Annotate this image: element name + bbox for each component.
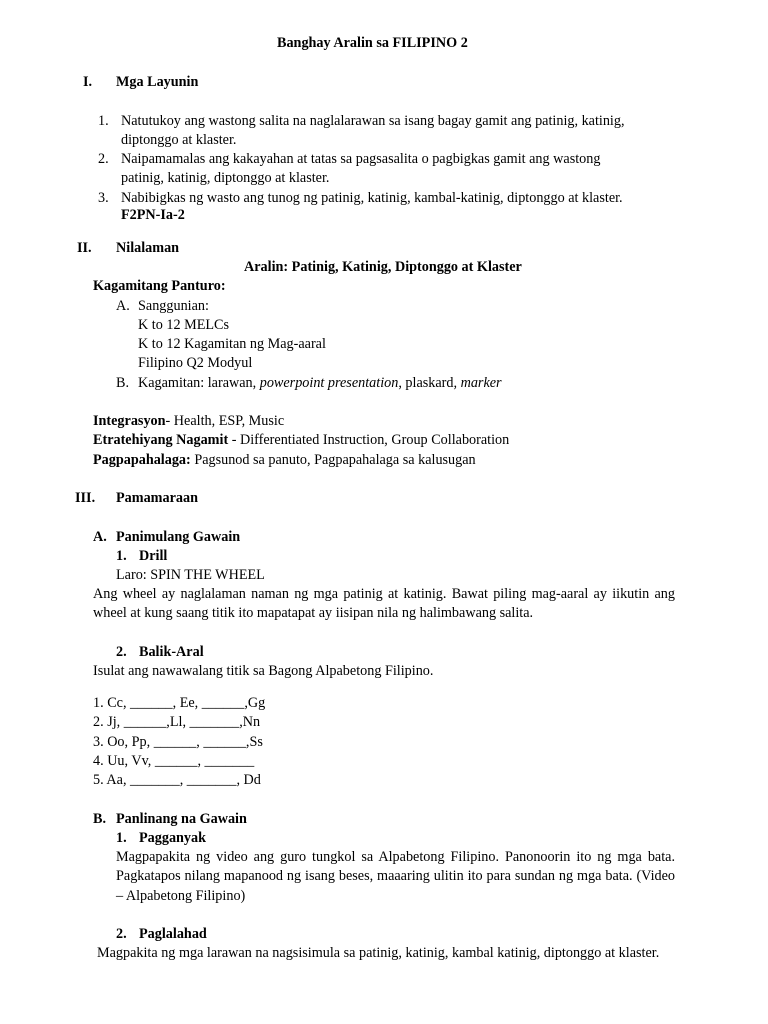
- item-a-letter: A.: [116, 298, 130, 314]
- source-item: K to 12 Kagamitan ng Mag-aaral: [138, 336, 326, 352]
- exercise-item: 1. Cc, ______, Ee, ______,Gg: [93, 695, 266, 711]
- page-title: Banghay Aralin sa FILIPINO 2: [277, 35, 468, 51]
- objective-2-line1: Naipamamalas ang kakayahan at tatas sa pagsasalita o pagbigkas gamit ang wastong: [121, 151, 601, 167]
- source-item: K to 12 MELCs: [138, 317, 230, 333]
- section-1-heading: Mga Layunin: [116, 74, 199, 90]
- sanggunian-label: Sanggunian:: [138, 298, 209, 314]
- exercise-item: 3. Oo, Pp, ______, ______,Ss: [93, 734, 263, 750]
- section-2-heading: Nilalaman: [116, 240, 180, 256]
- pagpapahalaga-value: Pagsunod sa panuto, Pagpapahalaga sa kalusugan: [190, 452, 476, 468]
- part-a-heading: Panimulang Gawain: [116, 529, 241, 545]
- integrasyon-line: [93, 412, 284, 431]
- kagamitang-panturo-label: Kagamitang Panturo:: [93, 278, 226, 294]
- pagpapahalaga-line: [93, 451, 476, 470]
- kagamitan-line: [138, 374, 502, 393]
- objective-1-line1: Natutukoy ang wastong salita na naglalarawan sa isang bagay gamit ang patinig, katinig,: [121, 113, 625, 129]
- competency-code: F2PN-Ia-2: [121, 207, 185, 223]
- kagamitan-italic-1: powerpoint presentation: [259, 375, 399, 391]
- part-a-letter: A.: [93, 529, 107, 545]
- objective-3-line1: Nabibigkas ng wasto ang tunog ng patinig, katinig, kambal-katinig, diptonggo at klaster.: [121, 190, 623, 206]
- part-b-letter: B.: [93, 811, 107, 827]
- objective-3-number: 3.: [98, 190, 109, 206]
- pagpapahalaga-label: Pagpapahalaga:: [93, 452, 191, 468]
- balik-aral-instruction: Isulat ang nawawalang titik sa Bagong Alpabetong Filipino.: [93, 663, 434, 679]
- balik-aral-heading: Balik-Aral: [139, 644, 204, 660]
- drill-heading: Drill: [139, 548, 168, 564]
- paglalahad-number: 2.: [116, 926, 127, 942]
- balik-aral-number: 2.: [116, 644, 127, 660]
- pagganyak-number: 1.: [116, 830, 127, 846]
- source-item: Filipino Q2 Modyul: [138, 355, 253, 371]
- kagamitan-italic-2: , marker: [453, 375, 502, 391]
- exercise-item: 4. Uu, Vv, ______, _______: [93, 753, 255, 769]
- section-2-numeral: II.: [77, 240, 92, 256]
- kagamitan-prefix: Kagamitan: larawan,: [138, 375, 260, 391]
- objective-2-line2: patinig, katinig, diptonggo at klaster.: [121, 170, 330, 186]
- estratehiya-value: - Differentiated Instruction, Group Collaboration: [228, 432, 510, 448]
- integrasyon-label: Integrasyon: [93, 413, 166, 429]
- aralin-title: Aralin: Patinig, Katinig, Diptonggo at Klaster: [244, 259, 522, 275]
- drill-number: 1.: [116, 548, 127, 564]
- section-3-numeral: III.: [75, 490, 96, 506]
- objective-1-number: 1.: [98, 113, 109, 129]
- estratehiya-line: [93, 431, 509, 450]
- exercise-item: 2. Jj, ______,Ll, _______,Nn: [93, 714, 261, 730]
- paglalahad-heading: Paglalahad: [139, 926, 207, 942]
- integrasyon-value: - Health, ESP, Music: [165, 413, 285, 429]
- drill-game: Laro: SPIN THE WHEEL: [116, 567, 265, 583]
- item-b-letter: B.: [116, 375, 130, 391]
- estratehiya-label: Etratehiyang Nagamit: [93, 432, 229, 448]
- section-3-heading: Pamamaraan: [116, 490, 198, 506]
- kagamitan-mid: , plaskard: [398, 375, 454, 391]
- pagganyak-heading: Pagganyak: [139, 830, 207, 846]
- pagganyak-description: Magpapakita ng video ang guro tungkol sa Alpabetong Filipino. Panonoorin ito ng mga bata. Pagkatapos nilang mapanood ng isang beses, maaaring ulitin ito para sundan ng mga bata. (Video – Alpabetong Filipino): [116, 849, 675, 904]
- part-b-heading: Panlinang na Gawain: [116, 811, 247, 827]
- exercise-item: 5. Aa, _______, _______, Dd: [93, 772, 261, 788]
- objective-2-number: 2.: [98, 151, 109, 167]
- objective-1-line2: diptonggo at klaster.: [121, 132, 237, 148]
- paglalahad-description: Magpakita ng mga larawan na nagsisimula sa patinig, katinig, kambal katinig, diptonggo at klaster.: [97, 945, 660, 961]
- section-1-numeral: I.: [83, 74, 93, 90]
- drill-description: Ang wheel ay naglalaman naman ng mga patinig at katinig. Bawat piling mag-aaral ay iikutin ang wheel at kung saang titik ito mapatapat ay iisipan nila ng halimbawang salita.: [93, 586, 675, 622]
